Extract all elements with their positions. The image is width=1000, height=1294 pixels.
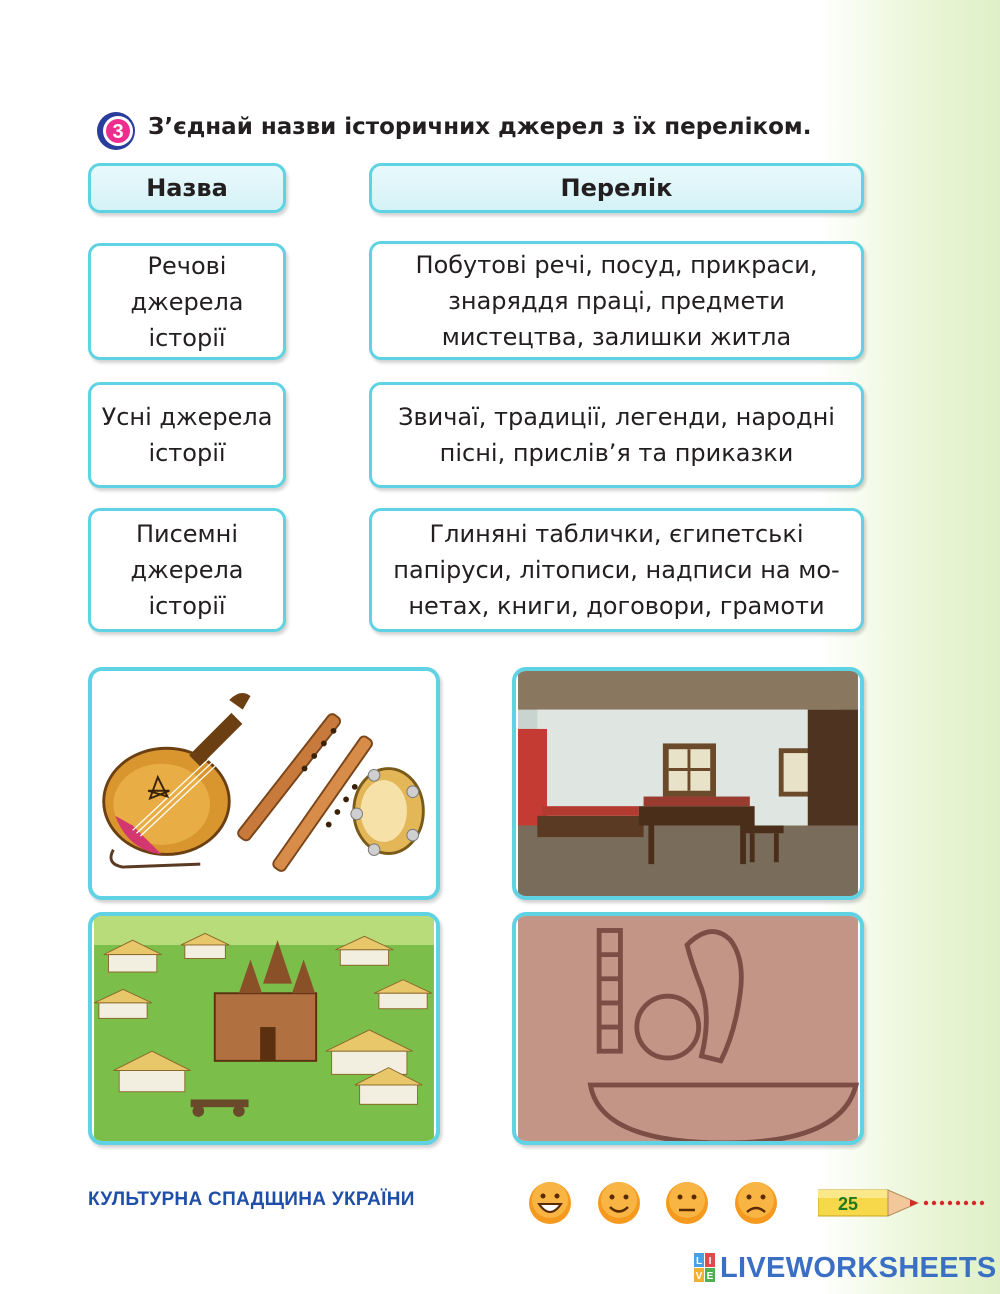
name-line: Речові: [147, 251, 227, 280]
dotted-line-icon: [924, 1201, 984, 1205]
list-line: Глиняні таблички, єгипетські: [429, 520, 804, 548]
list-line: нетах, книги, договори, грамоти: [408, 592, 825, 620]
name-line: джерела: [130, 556, 244, 584]
liveworksheets-logo-icon: [694, 1253, 716, 1283]
name-line: джерела: [130, 287, 244, 316]
name-box-material-sources[interactable]: [88, 243, 286, 360]
name-box-written-sources[interactable]: [88, 508, 286, 632]
name-line: історії: [148, 323, 226, 352]
list-line: мистецтва, залишки житла: [441, 322, 792, 351]
liveworksheets-text: LIVEWORKSHEETS: [720, 1251, 997, 1284]
svg-text:L: L: [695, 1256, 703, 1267]
name-line: історії: [148, 439, 226, 467]
list-line: Звичаї, традиції, легенди, народні: [398, 403, 835, 431]
name-line: історії: [148, 592, 226, 620]
header-name-label: Назва: [146, 174, 228, 202]
list-box-written-sources[interactable]: [369, 508, 864, 632]
smiling-smiley-icon[interactable]: [596, 1180, 642, 1226]
task-title: З’єднай назви історичних джерел з їх переліком.: [148, 114, 812, 140]
header-list: [369, 163, 864, 213]
task-number-badge: [92, 109, 136, 153]
footer-book-title: КУЛЬТУРНА СПАДЩИНА УКРАЇНИ: [88, 1189, 415, 1210]
list-line: пісні, прислів’я та приказки: [439, 439, 794, 467]
laughing-smiley-icon[interactable]: [527, 1180, 573, 1226]
cossack-village-illustration[interactable]: [88, 912, 440, 1145]
page-number: 25: [837, 1194, 859, 1214]
ukrainian-house-interior-photo[interactable]: [512, 667, 864, 900]
list-line: папіруси, літописи, надписи на мо-: [393, 556, 840, 584]
list-line: Побутові речі, посуд, прикраси,: [415, 250, 818, 279]
neutral-smiley-icon[interactable]: [664, 1180, 710, 1226]
list-line: знаряддя праці, предмети: [448, 286, 785, 315]
name-box-oral-sources[interactable]: [88, 382, 286, 488]
header-name: [88, 163, 286, 213]
house-interior-illustration: [516, 671, 860, 896]
svg-text:V: V: [695, 1271, 703, 1282]
hieroglyph-illustration: [516, 916, 860, 1141]
musical-instruments-image[interactable]: [88, 667, 440, 900]
egyptian-hieroglyph-photo[interactable]: [512, 912, 864, 1145]
svg-text:I: I: [708, 1256, 712, 1267]
list-box-oral-sources[interactable]: [369, 382, 864, 488]
task-number: 3: [112, 121, 124, 143]
svg-text:E: E: [706, 1271, 714, 1282]
village-illustration: [92, 916, 436, 1141]
liveworksheets-branding: [694, 1251, 997, 1285]
page-number-pencil: [818, 1186, 993, 1220]
header-list-label: Перелік: [560, 174, 673, 202]
sad-smiley-icon[interactable]: [733, 1180, 779, 1226]
list-box-material-sources[interactable]: [369, 241, 864, 360]
name-line: Писемні: [135, 520, 239, 548]
name-line: Усні джерела: [101, 403, 273, 431]
musical-instruments-illustration: [92, 671, 436, 896]
